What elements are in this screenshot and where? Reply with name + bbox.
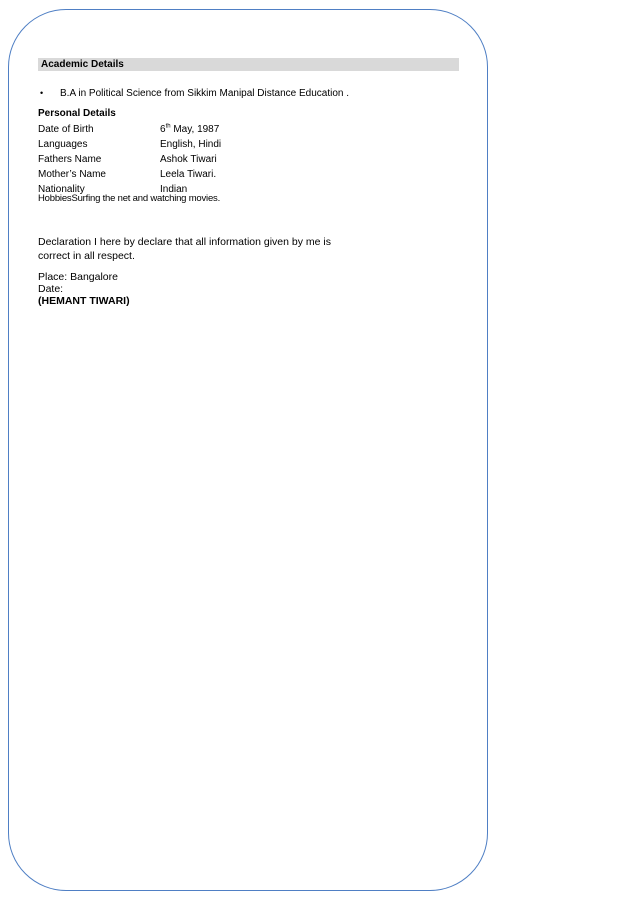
academic-details-title: Academic Details [41,59,124,70]
bullet-icon: • [40,88,44,98]
fathers-name-value: Ashok Tiwari [160,154,217,165]
personal-row-nationality [38,182,460,193]
nationality-label: Nationality [38,184,85,195]
academic-item-text: B.A in Political Science from Sikkim Manipal Distance Education . [60,88,350,99]
resume-content [38,58,460,307]
personal-row-languages [38,137,460,152]
nationality-value: Indian [160,184,188,195]
personal-details-heading: Personal Details [38,108,116,119]
dob-value [160,123,219,136]
dob-day: 6 [160,124,166,135]
personal-details-table [38,122,460,193]
mothers-name-label: Mother’s Name [38,169,106,180]
languages-value: English, Hindi [160,139,222,150]
languages-label: Languages [38,139,88,150]
personal-row-dob [38,122,460,137]
hobbies-text: HobbiesSurfing the net and watching movies. [38,193,221,204]
personal-row-mothers-name [38,167,460,182]
declaration-text: Declaration I here by declare that all information given by me is correct in all respect. [38,236,331,262]
date-text: Date: [38,283,64,295]
place-text: Place: Bangalore [38,271,118,283]
academic-list-item [38,87,460,100]
dob-label: Date of Birth [38,124,94,135]
dob-day-suffix: th [165,123,171,130]
signature-name: (HEMANT TIWARI) [38,295,130,307]
personal-row-fathers-name [38,152,460,167]
academic-details-header [38,58,459,71]
fathers-name-label: Fathers Name [38,154,102,165]
mothers-name-value: Leela Tiwari. [160,169,217,180]
dob-rest: May, 1987 [170,124,220,135]
